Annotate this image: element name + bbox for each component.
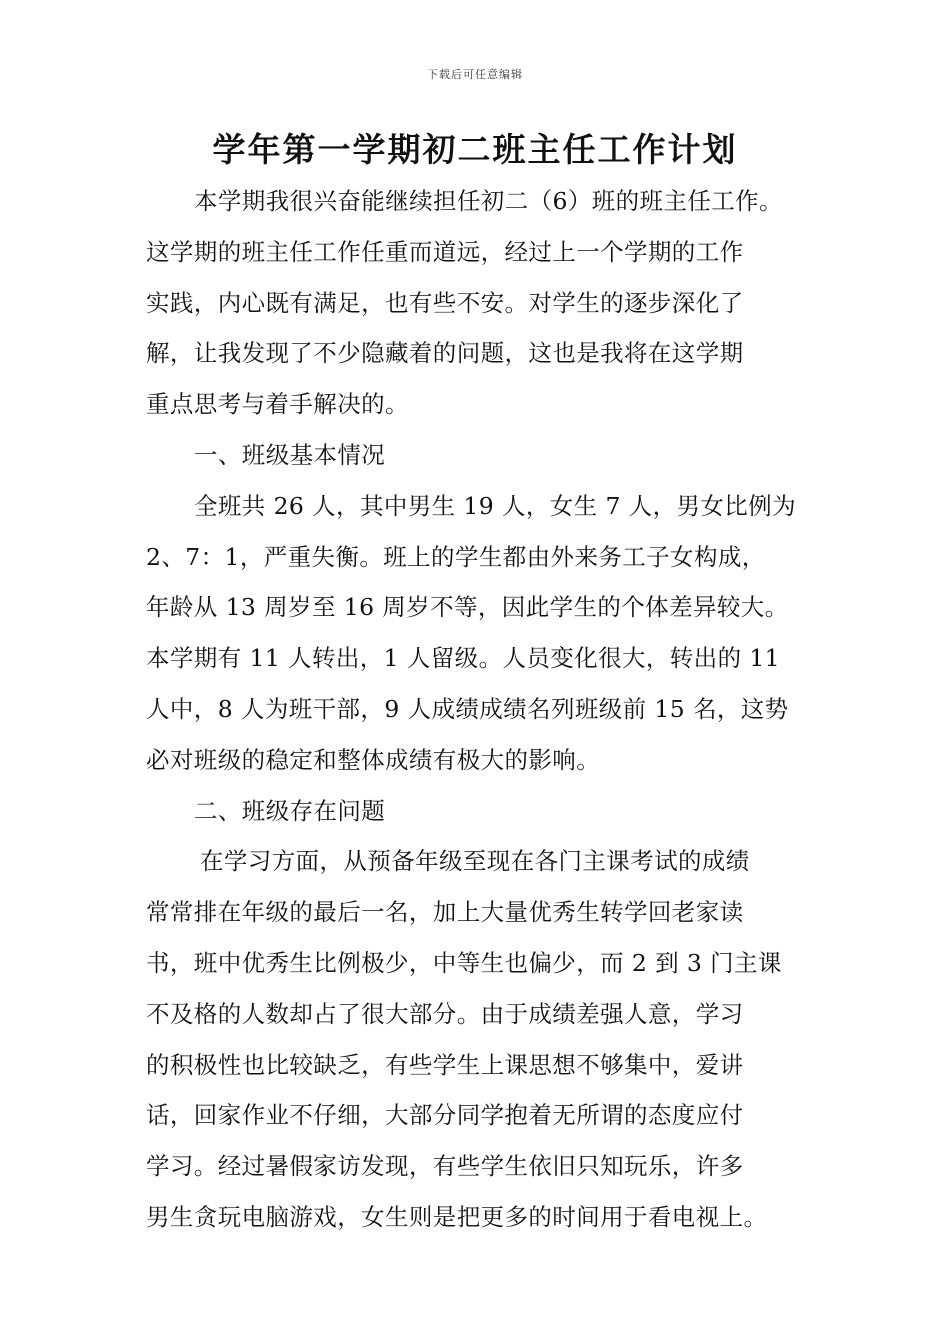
paragraph-line: 年龄从 13 周岁至 16 周岁不等，因此学生的个体差异较大。	[146, 593, 789, 622]
paragraph-line: 全班共 26 人，其中男生 19 人，女生 7 人，男女比例为	[194, 491, 796, 520]
paragraph-line: 重点思考与着手解决的。	[146, 390, 409, 419]
paragraph-line: 男生贪玩电脑游戏，女生则是把更多的时间用于看电视上。	[146, 1202, 768, 1231]
paragraph-line: 的积极性也比较缺乏，有些学生上课思想不够集中，爱讲	[146, 1050, 744, 1079]
header-note: 下载后可任意编辑	[427, 68, 523, 81]
paragraph-line: 人中，8 人为班干部，9 人成绩成绩名列班级前 15 名，这势	[146, 694, 789, 723]
paragraph-line: 话，回家作业不仔细，大部分同学抱着无所谓的态度应付	[146, 1101, 744, 1130]
paragraph-line: 本学期有 11 人转出，1 人留级。人员变化很大，转出的 11	[146, 644, 781, 673]
paragraph-line: 不及格的人数却占了很大部分。由于成绩差强人意，学习	[146, 999, 744, 1028]
paragraph-line: 必对班级的稳定和整体成绩有极大的影响。	[146, 745, 601, 774]
paragraph-line: 学习。经过暑假家访发现，有些学生依旧只知玩乐，许多	[146, 1152, 744, 1181]
section-heading: 一、班级基本情况	[194, 440, 386, 469]
section-heading: 二、班级存在问题	[194, 796, 386, 825]
paragraph-line: 书，班中优秀生比例极少，中等生也偏少，而 2 到 3 门主课	[146, 948, 782, 977]
paragraph-line: 在学习方面，从预备年级至现在各门主课考试的成绩	[200, 847, 750, 876]
document-title: 学年第一学期初二班主任工作计划	[212, 130, 738, 169]
paragraph-line: 实践，内心既有满足，也有些不安。对学生的逐步深化了	[146, 288, 744, 317]
document-body	[146, 176, 810, 1243]
paragraph-line: 这学期的班主任工作任重而道远，经过上一个学期的工作	[146, 237, 744, 266]
paragraph-line: 2、7：1，严重失衡。班上的学生都由外来务工子女构成，	[146, 542, 766, 571]
paragraph-line: 本学期我很兴奋能继续担任初二（6）班的班主任工作。	[194, 187, 783, 215]
paragraph-line: 解，让我发现了不少隐藏着的问题，这也是我将在这学期	[146, 339, 744, 368]
paragraph-line: 常常排在年级的最后一名，加上大量优秀生转学回老家读	[146, 898, 744, 927]
